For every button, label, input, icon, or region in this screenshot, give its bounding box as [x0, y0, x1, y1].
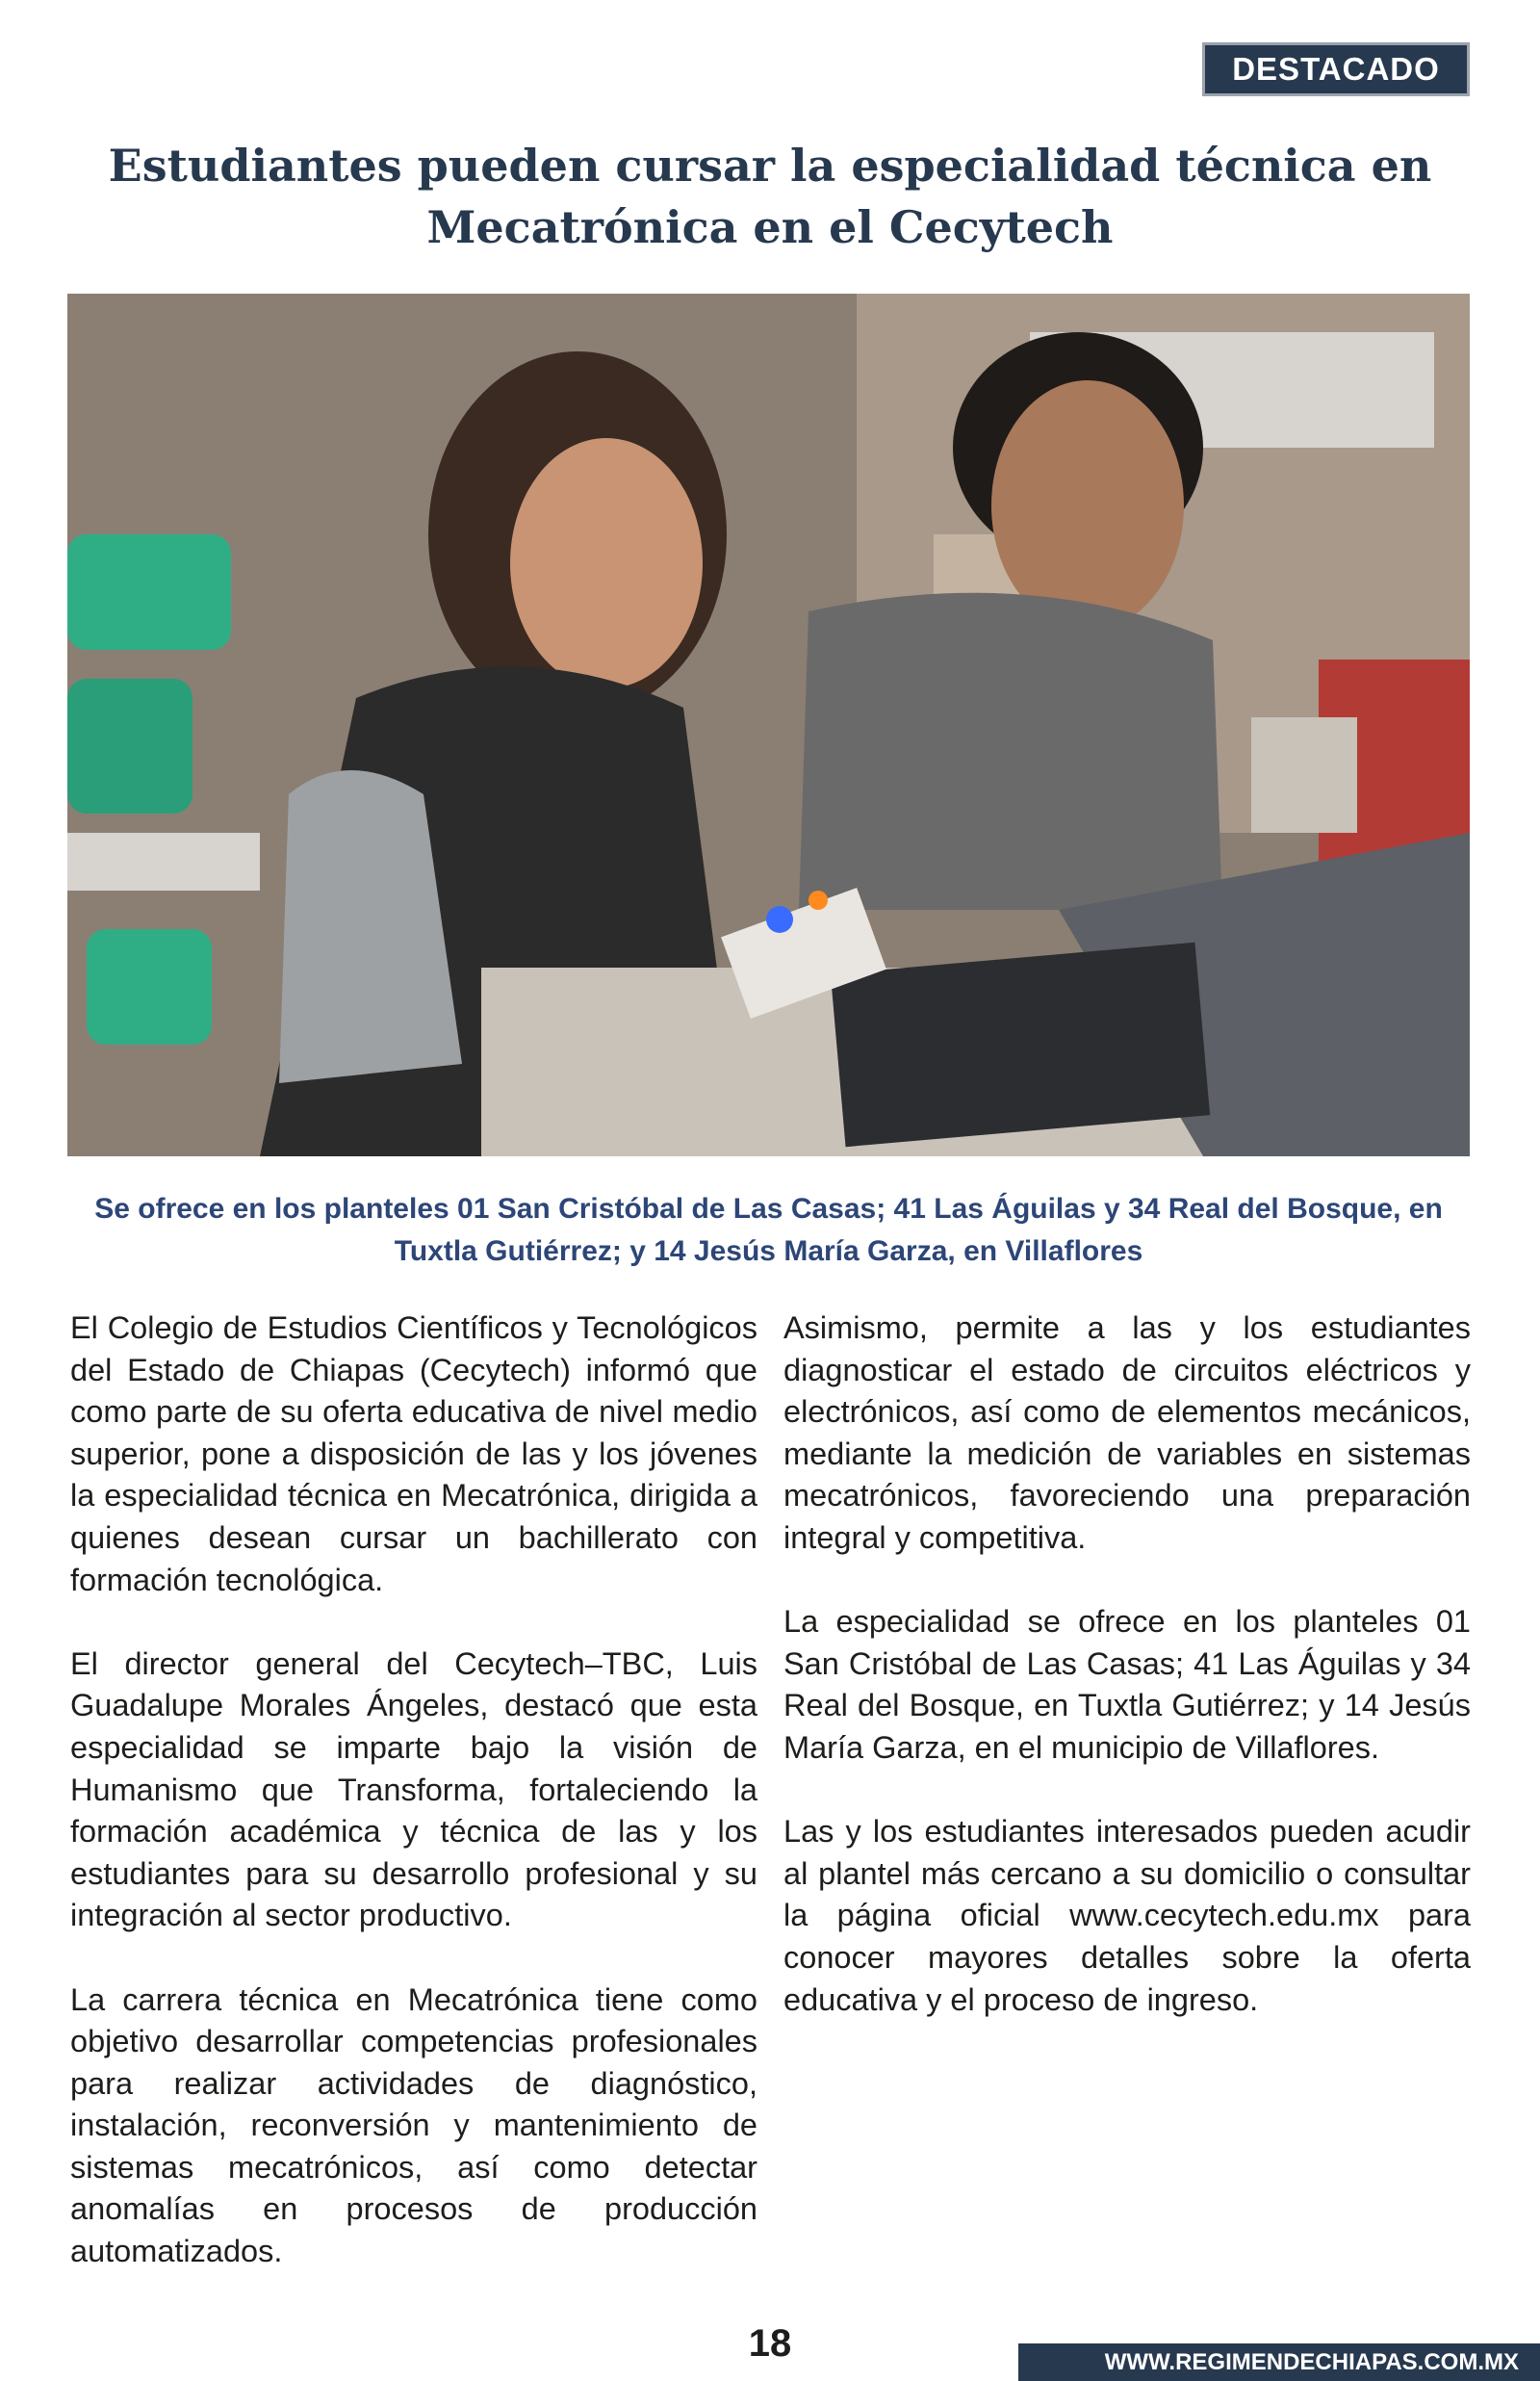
page-number: 18: [748, 2322, 792, 2365]
article-photo: [67, 294, 1470, 1156]
paragraph: El director general del Cecytech–TBC, Luis Guadalupe Morales Ángeles, destacó que esta especialidad se imparte bajo la visión de Humanismo que Transforma, fortaleciendo la formación académica y técnica de las y los estudiantes para su desarrollo profesional y su integración al sector productivo.: [70, 1645, 757, 1933]
paragraph: El Colegio de Estudios Científicos y Tecnológicos del Estado de Chiapas (Cecytech) informó que como parte de su oferta educativa de nivel medio superior, pone a disposición de las y los jóvenes la especialidad técnica en Mecatrónica, dirigida a quienes desean cursar un bachillerato con formación tecnológica.: [70, 1310, 757, 1597]
article-column-right: [783, 1307, 1471, 2063]
article-headline: Estudiantes pueden cursar la especialidad técnica en Mecatrónica en el Cecytech: [108, 140, 1432, 253]
photo-caption: Se ofrece en los planteles 01 San Cristóbal de Las Casas; 41 Las Águilas y 34 Real del Bosque, en Tuxtla Gutiérrez; y 14 Jesús María Garza, en Villaflores: [94, 1193, 1443, 1267]
paragraph: La carrera técnica en Mecatrónica tiene como objetivo desarrollar competencias profesionales para realizar actividades de diagnóstico, instalación, reconversión y mantenimiento de sistemas mecatrónicos, así como detectar anomalías en procesos de producción automatizados.: [70, 1981, 757, 2269]
paragraph: Asimismo, permite a las y los estudiantes diagnosticar el estado de circuitos eléctricos y electrónicos, así como de elementos mecánicos, mediante la medición de variables en sistemas mecatrónicos, favoreciendo una preparación integral y competitiva.: [783, 1310, 1471, 1555]
article-column-left: [70, 1307, 757, 2315]
footer-url[interactable]: WWW.REGIMENDECHIAPAS.COM.MX: [1018, 2343, 1540, 2381]
paragraph: La especialidad se ofrece en los planteles 01 San Cristóbal de Las Casas; 41 Las Águilas y 34 Real del Bosque, en Tuxtla Gutiérrez; y 14 Jesús María Garza, en el municipio de Villaflores.: [783, 1604, 1471, 1765]
students-with-laptop-photo: [67, 294, 1470, 1156]
section-tag: DESTACADO: [1202, 42, 1470, 96]
paragraph: Las y los estudiantes interesados pueden acudir al plantel más cercano a su domicilio o consultar la página oficial www.cecytech.edu.mx para conocer mayores detalles sobre la oferta educativa y el proceso de ingreso.: [783, 1814, 1471, 2017]
